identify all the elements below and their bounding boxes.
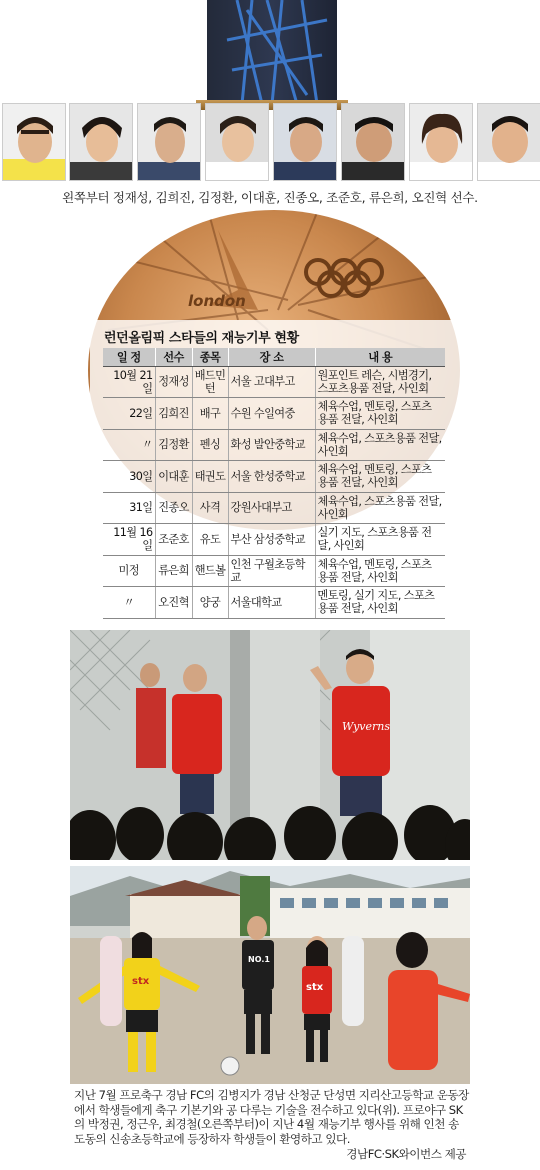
header-place: 장 소 — [228, 348, 315, 366]
cell-sport: 태권도 — [192, 461, 228, 493]
cell-content: 체육수업, 스포츠용품 전달, 사인회 — [315, 429, 445, 461]
cell-sport: 배드민턴 — [192, 366, 228, 398]
photo-caption: 지난 7월 프로축구 경남 FC의 김병지가 경남 산청군 단성면 지리산고등학교 운동장에서 학생들에게 축구 기본기와 공 다루는 기술을 전수하고 있다(위). 프로야구 SK의 박정권, 정근우, 최경철(오른쪽부터)이 지난 4월 재능기부 행사를 위해 인천 송도동의 신송초등학교에 등장하자 학생들이 환영하고 있다. — [74, 1088, 469, 1146]
cell-name: 김희진 — [155, 398, 192, 430]
medal-london-text: london — [188, 292, 246, 310]
cell-date: 10월 21일 — [103, 366, 155, 398]
cell-name: 조준호 — [155, 524, 192, 556]
cell-place: 인천 구월초등학교 — [228, 555, 315, 587]
cell-sport: 양궁 — [192, 587, 228, 619]
portraits-caption: 왼쪽부터 정재성, 김희진, 김정환, 이대훈, 진종오, 조준호, 류은희, 오진혁 선수. — [62, 190, 478, 205]
cell-name: 진종오 — [155, 492, 192, 524]
portrait-7 — [409, 103, 473, 181]
header-sport: 종목 — [192, 348, 228, 366]
table-header-row — [103, 348, 445, 366]
table-row — [103, 587, 445, 619]
portrait-2 — [69, 103, 133, 181]
table-row — [103, 555, 445, 587]
yellow-shirt-sponsor: stx — [132, 976, 150, 987]
red-shirt-sponsor: stx — [306, 982, 324, 993]
cell-sport: 배구 — [192, 398, 228, 430]
cell-sport: 펜싱 — [192, 429, 228, 461]
cell-content: 실기 지도, 스포츠용품 전달, 사인회 — [315, 524, 445, 556]
header-date: 일 정 — [103, 348, 155, 366]
portrait-1 — [2, 103, 66, 181]
cell-place: 서울 고대부고 — [228, 366, 315, 398]
cell-place: 수원 수일여중 — [228, 398, 315, 430]
cell-place: 강원사대부고 — [228, 492, 315, 524]
cell-name: 류은희 — [155, 555, 192, 587]
table-row — [103, 461, 445, 493]
table-row — [103, 366, 445, 398]
portrait-6 — [341, 103, 405, 181]
cell-content: 멘토링, 실기 지도, 스포츠 용품 전달, 사인회 — [315, 587, 445, 619]
cell-content: 체육수업, 스포츠용품 전달, 사인회 — [315, 492, 445, 524]
coach-shirt-number: NO.1 — [248, 955, 270, 964]
cell-sport: 사격 — [192, 492, 228, 524]
portrait-8 — [477, 103, 540, 181]
table-row — [103, 429, 445, 461]
cell-date: 30일 — [103, 461, 155, 493]
cell-name: 오진혁 — [155, 587, 192, 619]
cell-date: 미정 — [103, 555, 155, 587]
portrait-3 — [137, 103, 201, 181]
cell-place: 부산 삼성중학교 — [228, 524, 315, 556]
cell-sport: 유도 — [192, 524, 228, 556]
photo-credit: 경남FC·SK와이번스 제공 — [346, 1147, 466, 1161]
table-row — [103, 398, 445, 430]
talent-donation-table — [103, 348, 445, 619]
cell-sport: 핸드볼 — [192, 555, 228, 587]
cell-name: 김정환 — [155, 429, 192, 461]
header-name: 선수 — [155, 348, 192, 366]
header-content: 내 용 — [315, 348, 445, 366]
cell-date: 31일 — [103, 492, 155, 524]
soccer-lesson-photo — [70, 866, 470, 1084]
cell-content: 체육수업, 멘토링, 스포츠 용품 전달, 사인회 — [315, 461, 445, 493]
cell-name: 정재성 — [155, 366, 192, 398]
medal-ribbon-image — [207, 0, 337, 104]
cell-place: 화성 발안중학교 — [228, 429, 315, 461]
cell-date: 22일 — [103, 398, 155, 430]
baseball-players-photo — [70, 630, 470, 860]
cell-content: 체육수업, 멘토링, 스포츠 용품 전달, 사인회 — [315, 555, 445, 587]
cell-name: 이대훈 — [155, 461, 192, 493]
cell-place: 서울대학교 — [228, 587, 315, 619]
cell-date: 11월 16일 — [103, 524, 155, 556]
portrait-4 — [205, 103, 269, 181]
cell-content: 체육수업, 멘토링, 스포츠 용품 전달, 사인회 — [315, 398, 445, 430]
table-row — [103, 524, 445, 556]
cell-date: 〃 — [103, 587, 155, 619]
table-title: 런던올림픽 스타들의 재능기부 현황 — [104, 331, 299, 346]
athlete-portraits — [0, 103, 540, 181]
portrait-5 — [273, 103, 337, 181]
cell-place: 서울 한성중학교 — [228, 461, 315, 493]
jersey-logo: Wyverns — [342, 720, 390, 733]
cell-content: 원포인트 레슨, 시범경기, 스포츠용품 전달, 사인회 — [315, 366, 445, 398]
table-row — [103, 492, 445, 524]
cell-date: 〃 — [103, 429, 155, 461]
